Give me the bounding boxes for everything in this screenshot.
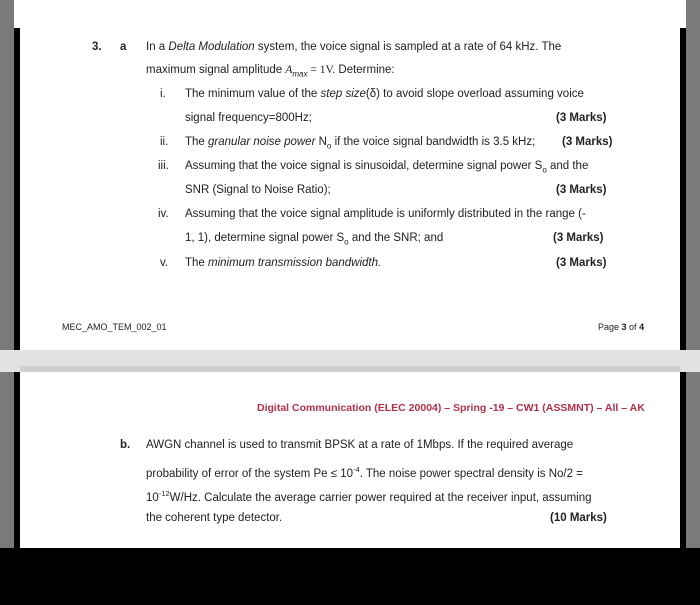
part-b-line1: AWGN channel is used to transmit BPSK at a rate of 1Mbps. If the required average [146, 439, 574, 451]
item-ii-tail: if the voice signal bandwidth is 3.5 kHz; [331, 136, 536, 148]
amax-symbol: A [285, 64, 293, 76]
question-intro-line2 [146, 63, 395, 81]
item-v-line1 [185, 256, 381, 270]
item-iv-line1: Assuming that the voice signal amplitude is uniformly distributed in the range (- [185, 208, 586, 220]
page-total: 4 [639, 322, 645, 332]
top-margin [0, 0, 700, 28]
intro-italic: Delta Modulation [168, 41, 255, 53]
page-number [598, 322, 644, 332]
item-i-pre: The minimum value of the [185, 88, 321, 100]
item-iii-line1 [185, 159, 588, 177]
item-i-post: (δ) to avoid slope overload assuming voice [365, 88, 584, 100]
part-b-line3 [146, 487, 592, 505]
part-b-line3-post: W/Hz. Calculate the average carrier power required at the receiver input, assuming [169, 491, 592, 504]
item-i-label: i. [160, 88, 166, 100]
part-b-line4: the coherent type detector. [146, 512, 283, 524]
item-iv-label: iv. [158, 208, 169, 220]
intro-text-post: system, the voice signal is sampled at a rate of 64 kHz. The [254, 41, 562, 53]
item-ii-label: ii. [160, 136, 169, 148]
item-iv-post: and the SNR; and [348, 232, 444, 244]
right-gutter [686, 0, 700, 548]
part-b-line2 [146, 463, 583, 481]
item-iv-line2 [185, 231, 443, 249]
amax-value: = 1V. [307, 64, 336, 76]
part-b-marks: (10 Marks) [550, 512, 607, 524]
intro-text: In a [146, 41, 169, 53]
item-iv-pre: 1, 1), determine signal power S [185, 232, 345, 244]
item-ii-marks: (3 Marks) [562, 136, 613, 148]
left-gutter [0, 0, 14, 548]
question-number: 3. [92, 41, 102, 53]
item-v-label: v. [160, 257, 169, 269]
item-i-italic: step size [320, 88, 366, 100]
item-iv-sub: o [344, 237, 349, 247]
intro2-text: maximum signal amplitude [146, 64, 286, 76]
item-iii-text: Assuming that the voice signal is sinusoidal, determine signal power S [185, 160, 543, 172]
document-code: MEC_AMO_TEM_002_01 [62, 322, 167, 332]
part-b-line2-post: . The noise power spectral density is No/2 = [359, 467, 583, 480]
part-b-label: b. [120, 439, 131, 451]
item-i-marks: (3 Marks) [556, 112, 607, 124]
page-of: of [626, 322, 640, 332]
item-v-italic: minimum transmission bandwidth. [208, 257, 382, 269]
part-b-line3-pre: 10 [146, 491, 159, 504]
intro2-text-post: Determine: [335, 64, 395, 76]
item-i-line2: signal frequency=800Hz; [185, 112, 312, 124]
part-b-line2-sup: -4 [353, 465, 360, 474]
item-ii-pre: The [185, 136, 209, 148]
item-iii-tail: and the [546, 160, 589, 172]
part-b-line3-sup: -12 [158, 489, 170, 498]
item-v-pre: The [185, 257, 209, 269]
page-prefix: Page [598, 322, 622, 332]
item-iii-line2: SNR (Signal to Noise Ratio); [185, 184, 331, 196]
question-intro-line1 [146, 40, 561, 54]
item-iii-sub: o [542, 165, 547, 175]
course-header: Digital Communication (ELEC 20004) – Spring -19 – CW1 (ASSMNT) – All – AK [257, 402, 645, 414]
item-i-line1 [185, 87, 584, 101]
item-ii-sub: o [326, 141, 332, 151]
item-v-marks: (3 Marks) [556, 257, 607, 269]
page-current: 3 [621, 322, 627, 332]
item-ii-italic: granular noise power [208, 136, 316, 148]
item-iii-label: iii. [158, 160, 169, 172]
item-ii-post: N [315, 136, 327, 148]
item-iv-marks: (3 Marks) [553, 232, 604, 244]
item-ii-line1 [185, 135, 535, 153]
amax-subscript: max [292, 69, 308, 79]
part-b-line2-pre: probability of error of the system Pe ≤ 10 [146, 467, 354, 480]
part-a-label: a [120, 41, 127, 53]
item-iii-marks: (3 Marks) [556, 184, 607, 196]
